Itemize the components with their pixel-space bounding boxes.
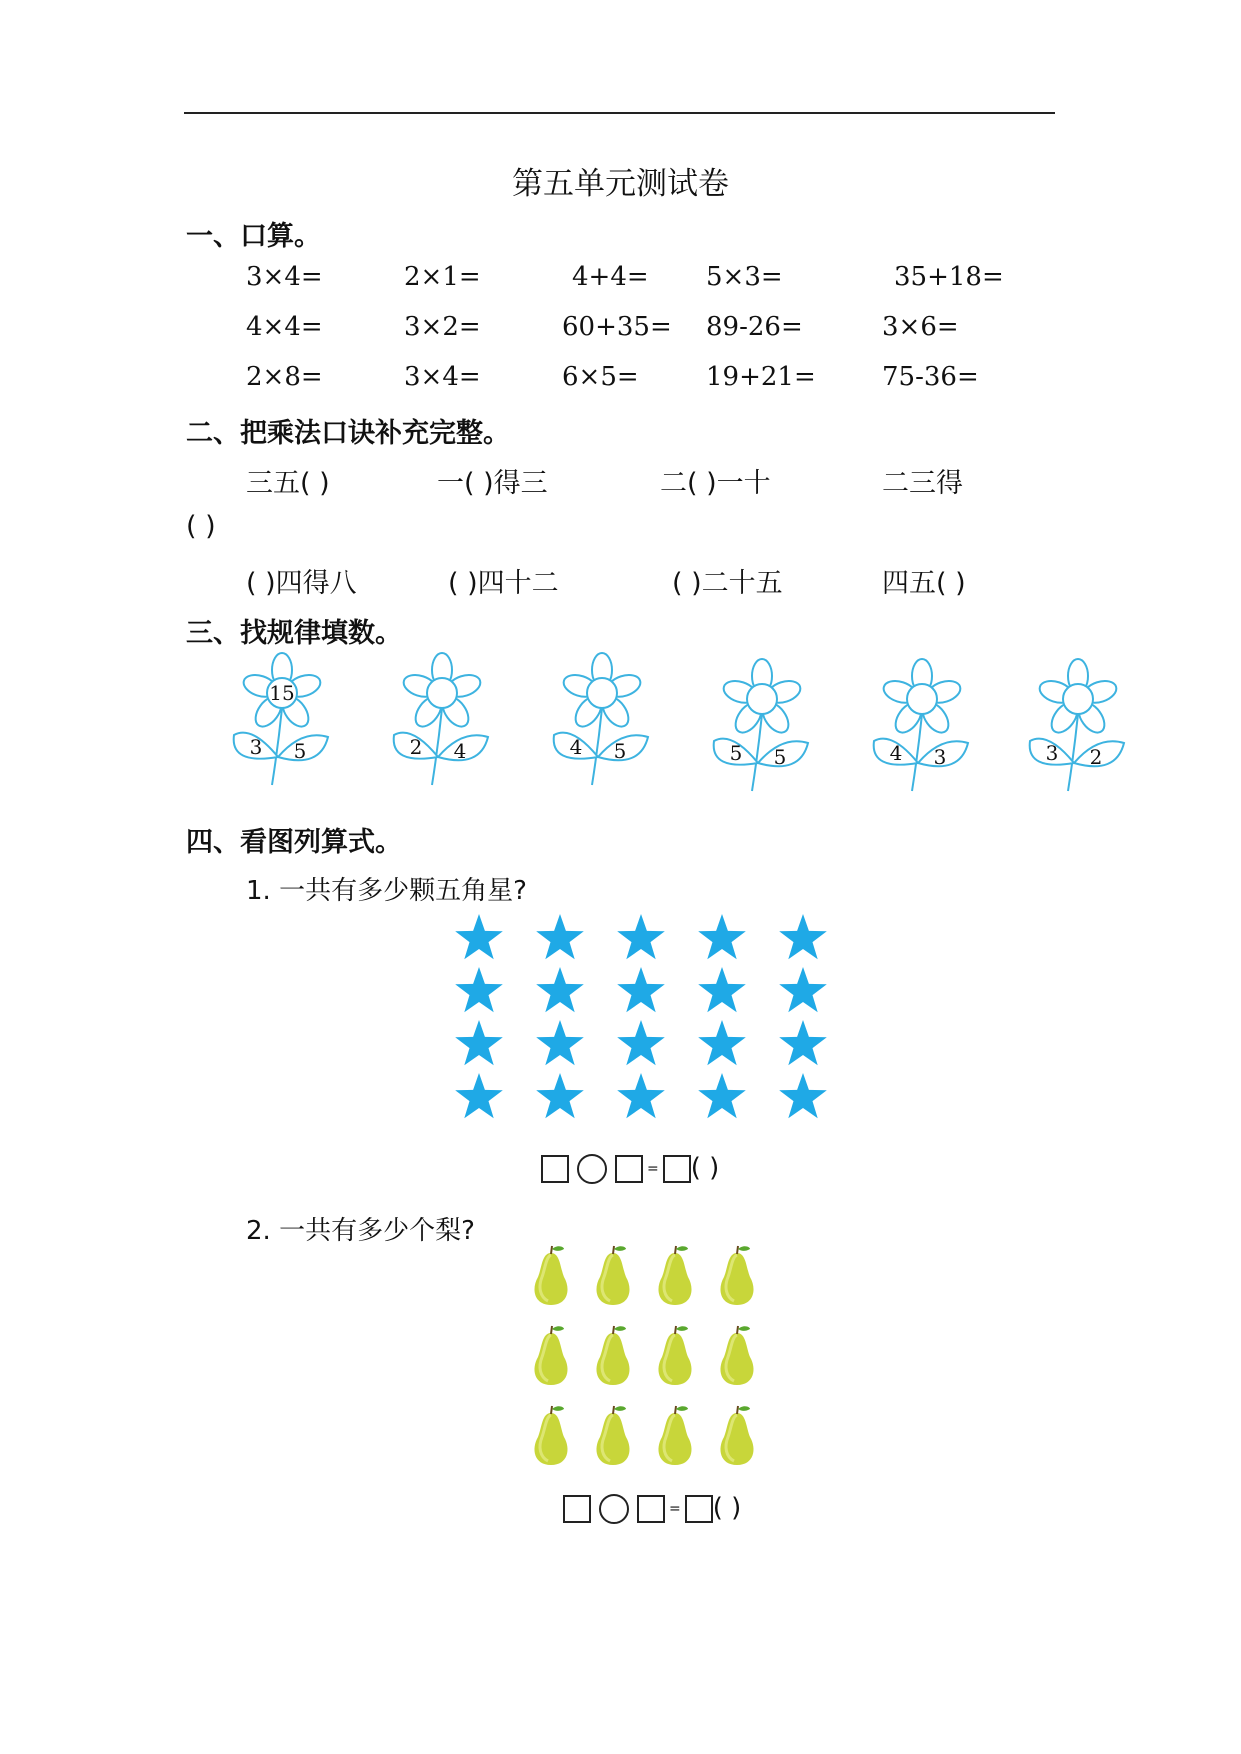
arithmetic-problem: 3×4= — [404, 362, 481, 392]
section-4-heading: 四、看图列算式。 — [186, 827, 402, 858]
rhyme-item: ( )四十二 — [448, 568, 559, 599]
left-leaf-number: 2 — [409, 735, 423, 759]
star-icon — [614, 912, 668, 966]
answer-box[interactable] — [685, 1495, 713, 1523]
rhyme-item: 四五( ) — [882, 568, 966, 599]
arithmetic-problem: 5×3= — [706, 262, 783, 292]
arithmetic-problem: 3×6= — [882, 312, 959, 342]
pear-icon — [714, 1325, 760, 1387]
rhyme-item: 二( )一十 — [660, 468, 771, 499]
section-3-heading: 三、找规律填数。 — [186, 618, 402, 649]
star-icon — [776, 1071, 830, 1125]
flower-icon — [872, 663, 972, 793]
flower-icon — [1028, 663, 1128, 793]
star-icon — [533, 912, 587, 966]
equation-template-2 — [563, 1493, 741, 1524]
star-icon — [776, 912, 830, 966]
pear-icon — [714, 1405, 760, 1467]
arithmetic-problem: 3×2= — [404, 312, 481, 342]
pear-icon — [590, 1405, 636, 1467]
arithmetic-problem: 2×1= — [404, 262, 481, 292]
star-icon — [695, 1071, 749, 1125]
answer-box[interactable] — [541, 1155, 569, 1183]
arithmetic-problem: 4+4= — [572, 262, 649, 292]
arithmetic-problem: 4×4= — [246, 312, 323, 342]
star-icon — [614, 965, 668, 1019]
arithmetic-problem: 35+18= — [894, 262, 1004, 292]
arithmetic-problem: 6×5= — [562, 362, 639, 392]
pear-icon — [528, 1405, 574, 1467]
left-leaf-number: 4 — [889, 741, 903, 765]
rhyme-item: ( )四得八 — [246, 568, 357, 599]
star-icon — [452, 1071, 506, 1125]
arithmetic-problem: 60+35= — [562, 312, 672, 342]
rhyme-item: 二三得 — [882, 468, 963, 499]
right-leaf-number: 5 — [613, 739, 627, 763]
answer-box[interactable] — [563, 1495, 591, 1523]
star-icon — [695, 912, 749, 966]
star-icon — [452, 912, 506, 966]
left-leaf-number: 5 — [729, 741, 743, 765]
equation-template-1 — [541, 1153, 719, 1184]
star-icon — [695, 1018, 749, 1072]
rhyme-item: 三五( ) — [246, 468, 330, 499]
right-leaf-number: 2 — [1089, 745, 1103, 769]
right-leaf-number: 4 — [453, 739, 467, 763]
flower-icon — [232, 657, 332, 787]
rhyme-item: 一( )得三 — [437, 468, 548, 499]
star-icon — [776, 965, 830, 1019]
arithmetic-problem: 2×8= — [246, 362, 323, 392]
flower-center-number: 15 — [269, 681, 295, 705]
star-icon — [776, 1018, 830, 1072]
left-leaf-number: 3 — [1045, 741, 1059, 765]
arithmetic-problem: 75-36= — [882, 362, 979, 392]
star-icon — [533, 1071, 587, 1125]
pear-icon — [652, 1325, 698, 1387]
pear-icon — [528, 1325, 574, 1387]
star-icon — [452, 965, 506, 1019]
question-1-label: 1. 一共有多少颗五角星? — [246, 876, 527, 906]
unit-paren: ( ) — [712, 1493, 742, 1523]
pear-icon — [652, 1245, 698, 1307]
star-icon — [614, 1071, 668, 1125]
operator-circle[interactable] — [577, 1154, 607, 1184]
flower-icon — [712, 663, 812, 793]
star-icon — [695, 965, 749, 1019]
answer-box[interactable] — [637, 1495, 665, 1523]
left-leaf-number: 3 — [249, 735, 263, 759]
arithmetic-problem: 19+21= — [706, 362, 816, 392]
flower-icon — [552, 657, 652, 787]
equals-sign: = — [647, 1160, 659, 1177]
answer-box[interactable] — [615, 1155, 643, 1183]
pear-icon — [590, 1245, 636, 1307]
operator-circle[interactable] — [599, 1494, 629, 1524]
arithmetic-problem: 3×4= — [246, 262, 323, 292]
section-1-heading: 一、口算。 — [186, 221, 321, 252]
section-2-heading: 二、把乘法口诀补充完整。 — [186, 418, 510, 449]
star-icon — [452, 1018, 506, 1072]
top-rule — [184, 112, 1055, 114]
left-leaf-number: 4 — [569, 735, 583, 759]
pear-icon — [590, 1325, 636, 1387]
pear-icon — [528, 1245, 574, 1307]
arithmetic-problem: 89-26= — [706, 312, 803, 342]
flower-icon — [392, 657, 492, 787]
star-icon — [614, 1018, 668, 1072]
right-leaf-number: 5 — [293, 739, 307, 763]
rhyme-item: ( )二十五 — [672, 568, 783, 599]
rhyme-item-wrap: ( ) — [186, 511, 216, 542]
right-leaf-number: 3 — [933, 745, 947, 769]
question-2-label: 2. 一共有多少个梨? — [246, 1216, 475, 1246]
pear-icon — [714, 1245, 760, 1307]
star-icon — [533, 1018, 587, 1072]
unit-paren: ( ) — [690, 1153, 720, 1183]
pear-icon — [652, 1405, 698, 1467]
equals-sign: = — [669, 1500, 681, 1517]
answer-box[interactable] — [663, 1155, 691, 1183]
page-title: 第五单元测试卷 — [512, 166, 729, 202]
star-icon — [533, 965, 587, 1019]
right-leaf-number: 5 — [773, 745, 787, 769]
